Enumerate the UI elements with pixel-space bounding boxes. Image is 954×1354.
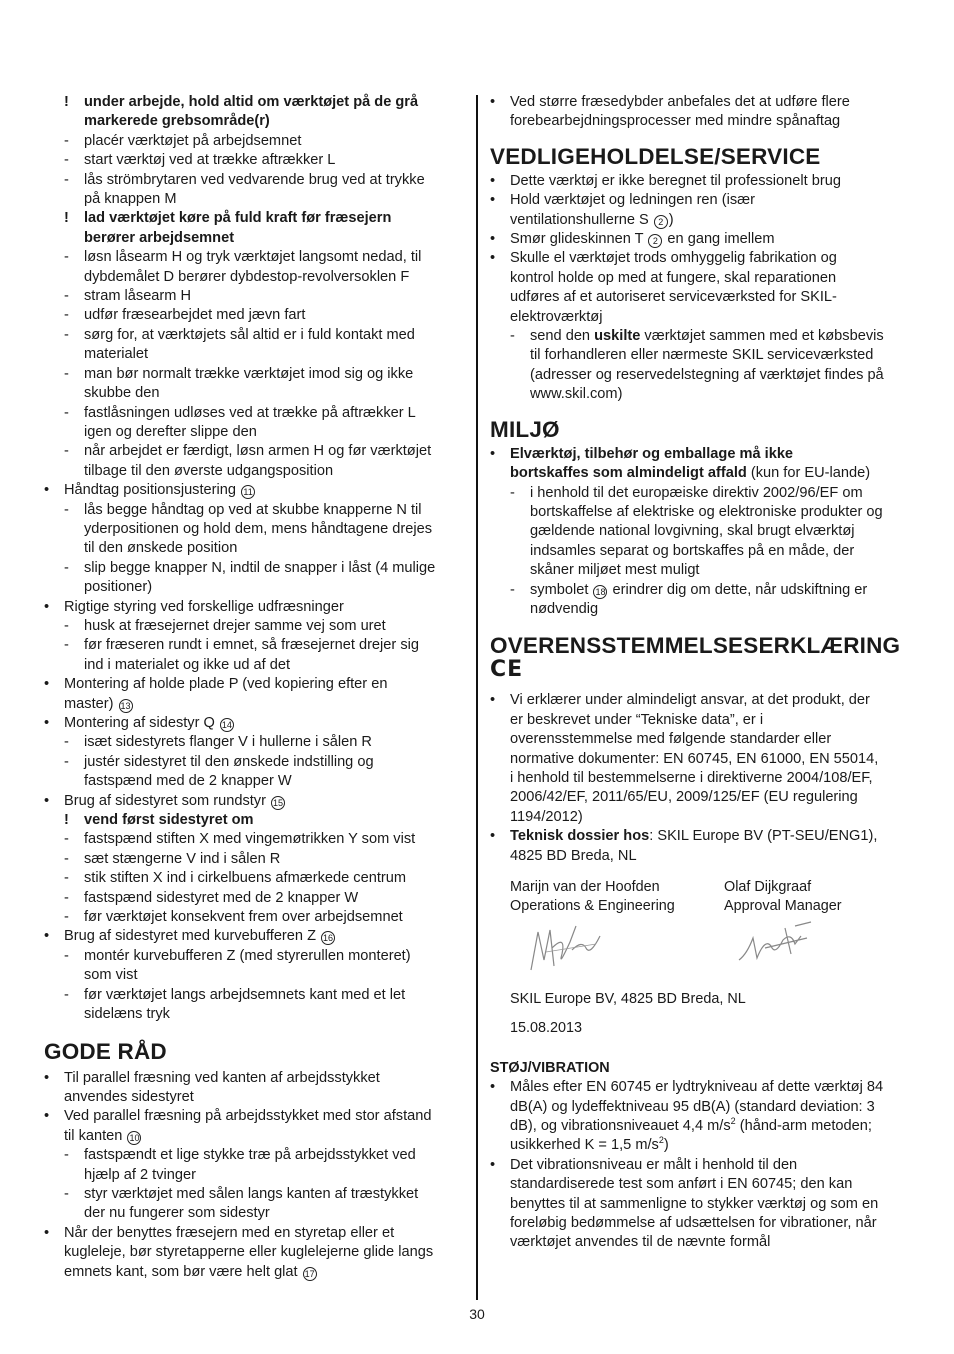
line-text: master) (64, 695, 114, 712)
line-text: før fræseren rundt i emnet, så fræsejernet drejer sig (84, 637, 419, 654)
list-line (490, 750, 912, 769)
line-text: lad værktøjet køre på fuld kraft før fræsejern (84, 210, 392, 227)
line-text: tilbage til den øverste udgangsposition (84, 462, 334, 479)
dash-marker: - (64, 909, 69, 926)
environment-list (490, 445, 912, 620)
figure-reference-icon: 16 (323, 933, 334, 944)
bullet-marker: • (490, 172, 496, 189)
bullet-marker: • (44, 792, 50, 809)
heading-overensstemmelse: OVERENSSTEMMELSESERKLÆRING (490, 633, 901, 659)
line-text: til kanten (64, 1127, 123, 1144)
list-line (490, 191, 912, 210)
list-line (490, 808, 912, 827)
dash-marker: - (64, 132, 69, 149)
dash-marker: - (64, 152, 69, 169)
line-text: skåner miljøet mest muligt (530, 562, 700, 579)
dash-marker: - (64, 326, 69, 343)
list-line (44, 229, 464, 248)
list-line (490, 1233, 912, 1252)
list-line (490, 249, 912, 268)
declaration-list (490, 691, 912, 866)
list-line (490, 172, 912, 191)
line-text: usikkerhed K = 1,5 m/s (510, 1137, 659, 1154)
list-line (44, 908, 464, 927)
figure-reference-icon: 2 (648, 234, 662, 248)
line-text: man bør normalt trække værktøjet imod sig og ikke (84, 365, 414, 382)
dash-marker: - (64, 249, 69, 266)
list-line (44, 1243, 464, 1262)
line-text: www.skil.com) (530, 386, 623, 403)
line-text-after: (kun for EU-lande) (750, 465, 871, 482)
list-line (44, 1127, 464, 1146)
line-text: overensstemmelse med følgende standarder eller (510, 731, 832, 748)
operation-steps-list (44, 93, 464, 481)
list-line (44, 404, 464, 423)
list-line (44, 268, 464, 287)
line-text: dB(A) og lydeffektniveau 95 dB(A) (standard deviation: 3 (510, 1098, 875, 1115)
list-line (44, 248, 464, 267)
list-line (44, 830, 464, 849)
line-text: i henhold til det europæiske direktiv 2002/96/EF om (530, 484, 863, 501)
bullet-marker: • (44, 715, 50, 731)
line-text: lås begge håndtag op ved at skubbe knapperne N til (84, 501, 422, 518)
line-text: ventilationshullerne S (510, 211, 649, 228)
list-line (44, 481, 464, 500)
signatures-area (490, 918, 912, 990)
line-text: yderpositionen og hold dem, mens håndtagene drejes (84, 520, 433, 537)
depth-tip-list (490, 93, 912, 132)
list-line (490, 346, 912, 365)
list-line (490, 769, 912, 788)
signatory-name: Olaf Dijkgraaf (724, 879, 812, 895)
dash-marker: - (510, 328, 515, 345)
line-text: kugleleje, bør styretapperne eller kuglelejerne glide langs (64, 1244, 434, 1261)
line-bold-text: Teknisk dossier hos (510, 828, 650, 845)
list-line (490, 445, 912, 464)
list-line (44, 287, 464, 306)
dash-marker: - (64, 734, 69, 751)
list-line (44, 112, 464, 131)
line-text: husk at fræsejernet drejer samme vej som uret (84, 617, 386, 634)
list-line (490, 327, 912, 346)
line-text: Brug af sidestyret som rundstyr (64, 792, 266, 809)
list-line (44, 209, 464, 228)
dash-marker: - (64, 831, 69, 848)
dash-marker: - (64, 1185, 69, 1202)
list-line (490, 464, 912, 483)
tips-list (44, 1069, 464, 1282)
line-text: forebearbejdningsprocesser med mindre spånaftag (510, 113, 841, 130)
line-text: symbolet (530, 581, 589, 598)
line-text: 4825 BD Breda, NL (510, 847, 637, 864)
line-text: fastspænd stiften X med vingemøtrikken Y som vist (84, 831, 416, 848)
dash-marker: - (64, 637, 69, 654)
line-text: Ved større fræsedybder anbefales det at udføre flere (510, 94, 850, 110)
list-line (44, 442, 464, 461)
list-line (490, 691, 912, 710)
line-text-after: ) (668, 211, 674, 228)
list-line (44, 1166, 464, 1185)
line-text: under arbejde, hold altid om værktøjet på de grå (84, 94, 419, 110)
heading-stoj-vibration: STØJ/VIBRATION (490, 1059, 610, 1076)
line-text: før værktøjet langs arbejdsemnets kant med et let (84, 986, 406, 1003)
line-text: Montering af holde plade P (ved kopiering efter en (64, 676, 388, 693)
line-text: fastspændt et lige stykke træ på arbejdsstykket ved (84, 1147, 416, 1164)
line-text: bortskaffes som almindeligt affald (510, 465, 747, 482)
line-text: Til parallel fræsning ved kanten af arbejdsstykket (64, 1069, 380, 1086)
list-line (44, 1224, 464, 1243)
list-line (490, 542, 912, 561)
line-text: (adresser og reservedelstegning af værktøjet findes på (530, 366, 884, 383)
list-line (44, 1146, 464, 1165)
bullet-marker: • (490, 1156, 496, 1173)
line-text: i henhold til bestemmelserne i direktiverne 2004/108/EF, (510, 769, 873, 786)
line-text: Skulle el værktøjet trods omhyggelig fabrikation og (510, 250, 837, 267)
figure-reference-icon: 17 (304, 1268, 315, 1279)
list-line (490, 581, 912, 600)
list-line (490, 600, 912, 619)
line-text: værktøjet anvendes til de nævnte formål (510, 1234, 771, 1251)
list-line (44, 578, 464, 597)
list-line (44, 326, 464, 345)
line-text-after: : SKIL Europe BV (PT-SEU/ENG1), (649, 828, 878, 845)
line-text: Rigtige styring ved forskellige udfræsninger (64, 598, 344, 615)
line-text: stik stiften X ind i cirkelbuens afmærkede centrum (84, 870, 407, 887)
line-text: dB), og vibrationsniveauet 4,4 m/s (510, 1118, 731, 1135)
dash-marker: - (64, 501, 69, 518)
dash-marker: - (64, 1147, 69, 1164)
dash-marker: - (64, 850, 69, 867)
bullet-marker: • (490, 94, 496, 110)
dash-marker: - (64, 288, 69, 305)
dash-marker: - (64, 986, 69, 1003)
line-text: sørg for, at værktøjets sål altid er i fuld kontakt med (84, 326, 415, 343)
line-text: fastlåsningen udløses ved at trække på aftrækker L (84, 404, 416, 421)
line-text-after: erindrer dig om dette, når udskiftning er (612, 581, 868, 598)
line-text: på knappen M (84, 191, 177, 208)
line-text: ind i materialet og ikke ud af det (84, 656, 291, 673)
line-text: som vist (84, 967, 138, 984)
list-line (44, 520, 464, 539)
line-text: der nu fungerer som sidestyr (84, 1205, 270, 1222)
line-text: 2006/42/EF, 2011/65/EU, 2009/125/EF (EU regulering (510, 789, 858, 806)
figure-reference-icon: 18 (595, 586, 606, 597)
line-text: sæt stængerne V ind i sålen R (84, 850, 281, 867)
heading-gode-raad: GODE RÅD (44, 1038, 167, 1064)
list-line (44, 345, 464, 364)
figure-reference-icon: 2 (654, 215, 668, 229)
dash-marker: - (64, 870, 69, 887)
list-line (490, 1136, 912, 1155)
list-line (44, 869, 464, 888)
dash-marker: - (510, 581, 515, 598)
list-line (44, 753, 464, 772)
list-line (44, 365, 464, 384)
warning-marker: ! (64, 812, 69, 829)
line-text: stram låsearm H (84, 288, 192, 305)
list-line (44, 1185, 464, 1204)
list-line (44, 151, 464, 170)
line-text: positioner) (84, 579, 153, 596)
list-line (44, 190, 464, 209)
dash-marker: - (64, 171, 69, 188)
heading-miljo: MILJØ (490, 416, 560, 442)
list-line (490, 730, 912, 749)
figure-reference-icon: 15 (273, 797, 284, 808)
dash-marker: - (64, 404, 69, 421)
bullet-marker: • (44, 676, 50, 693)
list-line (44, 501, 464, 520)
list-line (490, 1175, 912, 1194)
company-address: SKIL Europe BV, 4825 BD Breda, NL (510, 991, 746, 1007)
column-divider (476, 95, 478, 1300)
list-line (490, 211, 912, 230)
list-line (490, 1156, 912, 1175)
line-text: normative dokumenter: EN 60745, EN 61000, EN 55014, (510, 750, 879, 767)
adjustments-list (44, 481, 464, 1024)
line-text: skubbe den (84, 385, 160, 402)
dash-marker: - (510, 484, 515, 501)
signatories (490, 878, 912, 918)
line-text: Montering af sidestyr Q (64, 715, 215, 731)
list-line (44, 927, 464, 946)
line-text: Ved parallel fræsning på arbejdsstykket med stor afstand (64, 1108, 432, 1125)
line-text: fastspænd sidestyret med de 2 knapper W (84, 889, 359, 906)
line-text: anvendes sidestyret (64, 1088, 194, 1105)
bullet-marker: • (490, 192, 496, 209)
line-text: er beskrevet under “Tekniske data”, er i (510, 711, 764, 728)
list-line (44, 792, 464, 811)
line-text: send den (530, 328, 591, 345)
line-text: fastspænd med de 2 knapper W (84, 773, 292, 790)
line-text: sidelæns tryk (84, 1006, 170, 1023)
list-line (44, 306, 464, 325)
noise-vibration-list (490, 1078, 912, 1253)
figure-reference-icon: 13 (120, 700, 131, 711)
line-text: Elværktøj, tilbehør og emballage må ikke (510, 445, 794, 462)
list-line (490, 269, 912, 288)
line-text: nødvendig (530, 600, 599, 617)
signatory-role: Approval Manager (724, 898, 842, 915)
bullet-marker: • (490, 828, 496, 845)
page-number: 30 (469, 1306, 485, 1322)
list-line (490, 484, 912, 503)
line-bold-text: uskilte (594, 328, 641, 345)
line-text: løsn låsearm H og tryk værktøjet langsomt nedad, til (84, 249, 422, 266)
warning-marker: ! (64, 94, 69, 110)
list-line (44, 986, 464, 1005)
list-line (44, 636, 464, 655)
list-line (44, 559, 464, 578)
line-text: bortskaffelse af elektriske og elektroniske produkter og (530, 503, 883, 520)
line-text: Brug af sidestyret med kurvebufferen Z (64, 928, 316, 945)
line-text: Hold værktøjet og ledningen ren (især (510, 192, 755, 209)
list-line (44, 1107, 464, 1126)
list-line (490, 503, 912, 522)
line-text: Når der benyttes fræsejern med en styretap eller et (64, 1224, 395, 1241)
list-line (44, 617, 464, 636)
dash-marker: - (64, 307, 69, 324)
line-text: Håndtag positionsjustering (64, 482, 236, 499)
line-text: igen og derefter slippe den (84, 423, 257, 440)
line-text: Vi erklærer under almindeligt ansvar, at det produkt, der (510, 692, 870, 709)
list-line (490, 522, 912, 541)
line-text: kontrol holde op med at fungere, skal reparationen (510, 269, 837, 286)
bullet-marker: • (44, 1224, 50, 1241)
line-text: montér kurvebufferen Z (med styrerullen monteret) (84, 947, 411, 964)
list-line (44, 850, 464, 869)
list-line (44, 93, 464, 112)
signature-icon (526, 922, 606, 977)
list-line (44, 889, 464, 908)
line-text: materialet (84, 346, 149, 363)
line-text: hjælp af 2 tvinger (84, 1166, 196, 1183)
list-line (490, 385, 912, 404)
line-text: Det vibrationsniveau er målt i henhold til den (510, 1156, 798, 1173)
list-line (490, 288, 912, 307)
list-line (490, 1195, 912, 1214)
list-line (490, 847, 912, 866)
list-line (490, 711, 912, 730)
line-text: markerede grebsområde(r) (84, 113, 270, 130)
list-line (44, 462, 464, 481)
dash-marker: - (64, 889, 69, 906)
list-line (44, 598, 464, 617)
list-line (44, 675, 464, 694)
bullet-marker: • (490, 1079, 496, 1096)
line-text: start værktøj ved at trække aftrækker L (84, 152, 336, 169)
bullet-marker: • (490, 231, 496, 248)
line-text: Måles efter EN 60745 er lydtrykniveau af dette værktøj 84 (510, 1079, 884, 1096)
line-text: benyttes til at sammenligne to stykker værktøj og som en (510, 1195, 879, 1212)
list-line (490, 1214, 912, 1233)
list-line (44, 656, 464, 675)
line-text: Dette værktøj er ikke beregnet til professionelt brug (510, 172, 841, 189)
line-text: indsamles separat og bortskaffes på en måde, der (530, 542, 855, 559)
list-line (490, 230, 912, 249)
list-line (44, 733, 464, 752)
list-line (44, 171, 464, 190)
line-text-after: (hånd-arm metoden; (735, 1118, 872, 1135)
list-line (44, 966, 464, 985)
list-line (490, 788, 912, 807)
line-text: emnets kant, som bør være helt glat (64, 1263, 298, 1280)
list-line (44, 1263, 464, 1282)
line-text: elektroværktøj (510, 308, 603, 325)
heading-vedligeholdelse: VEDLIGEHOLDELSE/SERVICE (490, 143, 821, 169)
line-text: gældende national lovgivning, skal brugt elværktøj (530, 523, 855, 540)
right-column (490, 93, 912, 1253)
line-text: når arbejdet er færdigt, løsn armen H og før værktøjet (84, 443, 432, 460)
list-line (490, 1078, 912, 1097)
superscript: 2 (658, 1135, 664, 1146)
dash-marker: - (64, 365, 69, 382)
list-line (44, 539, 464, 558)
signatory-role: Operations & Engineering (510, 898, 675, 915)
line-text: dybdemålet D berører dybdestop-revolversoklen F (84, 268, 410, 285)
list-line (44, 811, 464, 830)
line-text: foreløbig bedømmelse af udsættelsen for vibrationer, når (510, 1215, 877, 1232)
line-text: før værktøjet konsekvent frem over arbejdsemnet (84, 909, 403, 926)
line-text: til forhandleren eller nærmeste SKIL serviceværksted (530, 347, 874, 364)
signature-icon (735, 918, 815, 968)
figure-reference-icon: 14 (221, 720, 232, 730)
bullet-marker: • (44, 928, 50, 945)
line-text-after: værktøjet sammen med et købsbevis (644, 328, 884, 345)
figure-reference-icon: 10 (129, 1132, 140, 1143)
figure-reference-icon: 11 (241, 485, 255, 499)
dash-marker: - (64, 559, 69, 576)
dash-marker: - (64, 617, 69, 634)
list-line (44, 947, 464, 966)
left-column (44, 93, 464, 1282)
list-line (44, 132, 464, 151)
list-line (44, 384, 464, 403)
line-text: 1194/2012) (510, 808, 583, 825)
list-line (44, 1069, 464, 1088)
line-text: lås strömbrytaren ved vedvarende brug ved at trykke (84, 171, 425, 188)
line-text: berører arbejdsemnet (84, 229, 235, 246)
list-line (44, 1204, 464, 1223)
line-text: udføres af et autoriseret serviceværksted for SKIL- (510, 289, 837, 306)
line-text: standardiserede test som anført i EN 60745; den kan (510, 1176, 853, 1193)
list-line (44, 1088, 464, 1107)
line-text: placér værktøjet på arbejdsemnet (84, 132, 302, 149)
list-line (490, 561, 912, 580)
list-line (490, 93, 912, 112)
list-line (490, 827, 912, 846)
bullet-marker: • (490, 445, 496, 462)
list-line (44, 423, 464, 442)
line-text: Smør glideskinnen T (510, 231, 644, 248)
dash-marker: - (64, 753, 69, 770)
list-line (490, 1098, 912, 1117)
line-text: udfør fræsearbejdet med jævn fart (84, 307, 306, 324)
line-text-after: en gang imellem (667, 231, 775, 248)
line-text: styr værktøjet med sålen langs kanten af træstykket (84, 1185, 419, 1202)
dash-marker: - (64, 947, 69, 964)
signatory-name: Marijn van der Hoofden (510, 879, 660, 895)
bullet-marker: • (44, 598, 50, 615)
line-text: vend først sidestyret om (84, 812, 254, 829)
list-line (44, 772, 464, 791)
bullet-marker: • (490, 692, 496, 709)
list-line (490, 1117, 912, 1136)
bullet-marker: • (44, 1108, 50, 1125)
line-text-after: ) (663, 1137, 669, 1154)
line-text: isæt sidestyrets flanger V i hullerne i sålen R (84, 734, 372, 751)
line-text: til den ønskede position (84, 540, 238, 557)
dash-marker: - (64, 443, 69, 460)
list-line (490, 308, 912, 327)
maintenance-list (490, 172, 912, 405)
ce-mark-icon: CE (490, 657, 524, 683)
list-line (490, 112, 912, 131)
bullet-marker: • (490, 250, 496, 267)
bullet-marker: • (44, 1069, 50, 1086)
line-text: justér sidestyret til den ønskede indstilling og (84, 753, 374, 770)
superscript: 2 (730, 1116, 736, 1127)
declaration-date: 15.08.2013 (510, 1020, 583, 1037)
list-line (44, 714, 464, 733)
list-line (44, 695, 464, 714)
warning-marker: ! (64, 210, 69, 227)
bullet-marker: • (44, 482, 50, 499)
list-line (490, 366, 912, 385)
list-line (44, 1005, 464, 1024)
line-text: slip begge knapper N, indtil de snapper i låst (4 mulige (84, 559, 436, 576)
